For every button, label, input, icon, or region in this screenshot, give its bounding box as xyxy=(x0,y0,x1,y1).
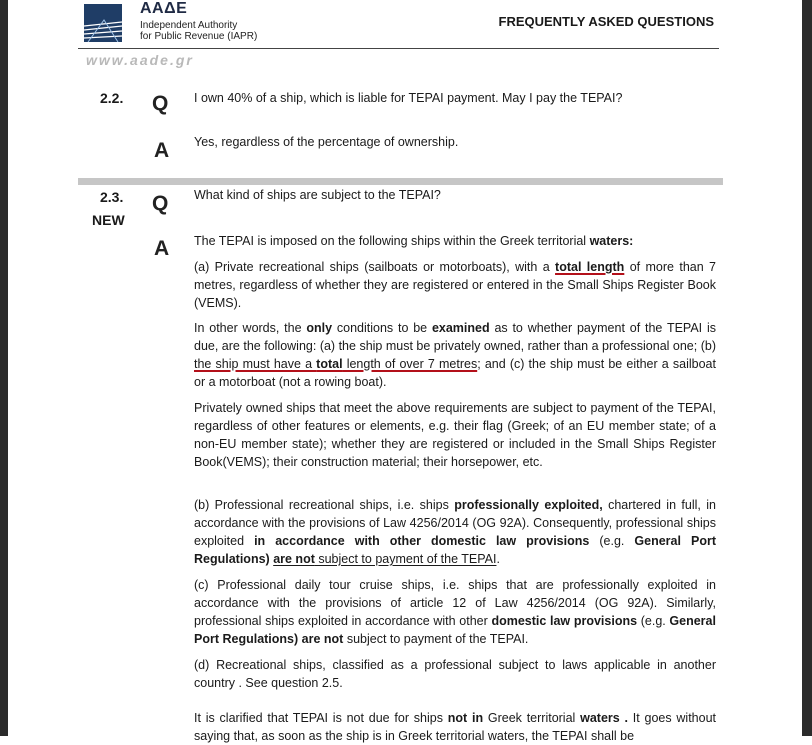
answer-paragraph-requirements: Privately owned ships that meet the above requirements are subject to payment of the TEPAI, regardless of other features or elements, e.g. their flag (Greek; of an EU member state; of a non-EU member state); whether they are registered or included in the Small Ships Register Book(VEMS); their construction material; their horsepower, etc. xyxy=(194,401,716,469)
org-name-line1: Independent Authority xyxy=(140,20,238,31)
q-letter: Q xyxy=(152,92,169,115)
answer-paragraph-d: (d) Recreational ships, classified as a professional subject to laws applicable in another country . See question 2.5. xyxy=(194,658,716,690)
aade-logo-icon xyxy=(84,4,122,42)
answer-paragraph-b: (b) Professional recreational ships, i.e. ships professionally exploited, chartered in full, in accordance with the provisions of Law 4256/2014 (OG 92A). Consequently, professional ships exploited in accordance with other domestic law provisions (e.g. General Port Regulations) are not subject to payment of the TEPAI. xyxy=(194,498,717,566)
new-badge: NEW xyxy=(92,212,125,228)
question-text: What kind of ships are subject to the TEPAI? xyxy=(194,188,441,202)
org-name-line2: for Public Revenue (IAPR) xyxy=(140,31,258,42)
answer-intro: The TEPAI is imposed on the following ships within the Greek territorial waters: xyxy=(194,234,634,248)
org-abbreviation: ΑΑΔΕ xyxy=(140,0,188,17)
question-text: I own 40% of a ship, which is liable for TEPAI payment. May I pay the TEPAI? xyxy=(194,91,623,105)
q-letter: Q xyxy=(152,192,169,215)
answer-paragraph-conditions: In other words, the only conditions to be examined as to whether payment of the TEPAI is due, are the following: (a) the ship must be privately owned, rather than a professional one; (b) the ship must have a total length of over 7 metres; and (c) the ship must be either a sailboat or a motorboat (not a rowing boat). xyxy=(194,321,716,389)
answer-text: Yes, regardless of the percentage of ownership. xyxy=(194,135,459,149)
header-rule xyxy=(78,48,719,49)
document-page xyxy=(8,0,802,743)
window-frame-right xyxy=(802,0,812,736)
section-divider xyxy=(78,178,723,185)
a-letter: A xyxy=(154,237,170,260)
answer-paragraph-clarification: It is clarified that TEPAI is not due for ships not in Greek territorial waters . It goes without saying that, as soon as the ship is in Greek territorial waters, the TEPAI shall be xyxy=(194,711,716,743)
question-number: 2.2. xyxy=(100,90,124,106)
window-frame-left xyxy=(0,0,8,736)
document-title: FREQUENTLY ASKED QUESTIONS xyxy=(498,14,714,29)
answer-paragraph-a: (a) Private recreational ships (sailboats or motorboats), with a total length of more than 7 metres, regardless of whether they are registered or entered in the Small Ships Register Book (VEMS). xyxy=(194,260,717,310)
a-letter: A xyxy=(154,139,170,162)
question-number: 2.3. xyxy=(100,189,124,205)
watermark: www.aade.gr xyxy=(86,52,194,68)
answer-paragraph-c: (c) Professional daily tour cruise ships, i.e. ships that are professionally exploited in accordance with the provisions of article 12 of Law 4256/2014 (OG 92A). Similarly, professional ships exploited in accordance with other domestic law provisions (e.g. General Port Regulations) are not subject to payment of the TEPAI. xyxy=(194,578,716,646)
